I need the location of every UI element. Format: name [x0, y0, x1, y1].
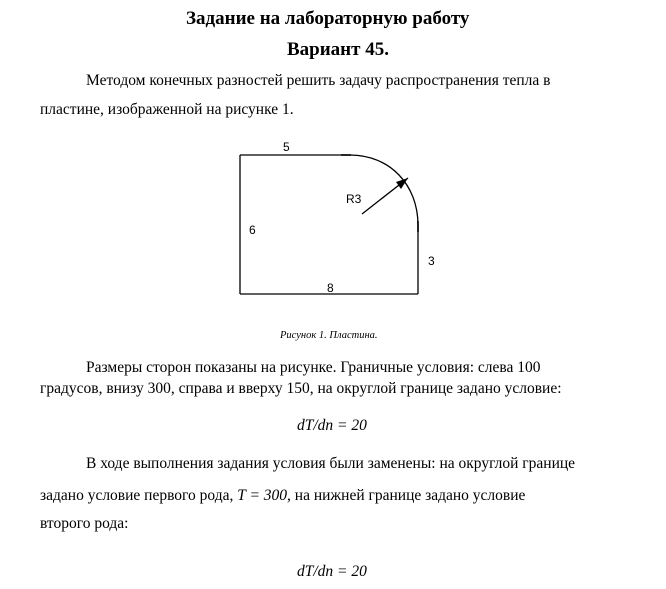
plate-rounded-edge: [350, 155, 418, 225]
change-line-1: В ходе выполнения задания условия были заменены: на округлой границе: [86, 455, 576, 472]
change-line-2-formula: T = 300: [237, 487, 288, 504]
change-line-3: второго рода:: [40, 515, 129, 532]
change-line-2: [40, 487, 525, 505]
label-left: 6: [249, 223, 256, 237]
variant-heading: Вариант 45.: [287, 39, 389, 60]
conditions-line-1: Размеры сторон показаны на рисунке. Граничные условия: слева 100: [86, 359, 541, 376]
intro-line-1: Методом конечных разностей решить задачу распространения тепла в: [86, 72, 551, 89]
change-line-2-part-2: , на нижней границе задано условие: [287, 487, 526, 504]
document-title: Задание на лабораторную работу: [186, 8, 470, 29]
figure-caption: Рисунок 1. Пластина.: [280, 330, 378, 341]
intro-line-2: пластине, изображенной на рисунке 1.: [40, 101, 294, 118]
label-top: 5: [283, 140, 290, 154]
label-right: 3: [428, 254, 435, 268]
formula-2: dT/dn = 20: [297, 563, 367, 580]
label-radius: R3: [346, 192, 362, 206]
change-line-2-part-1: задано условие первого рода,: [40, 487, 238, 504]
formula-1: dT/dn = 20: [297, 417, 367, 434]
label-bottom: 8: [327, 281, 334, 295]
conditions-line-2: градусов, внизу 300, справа и вверху 150, на округлой границе задано условие:: [40, 380, 562, 397]
